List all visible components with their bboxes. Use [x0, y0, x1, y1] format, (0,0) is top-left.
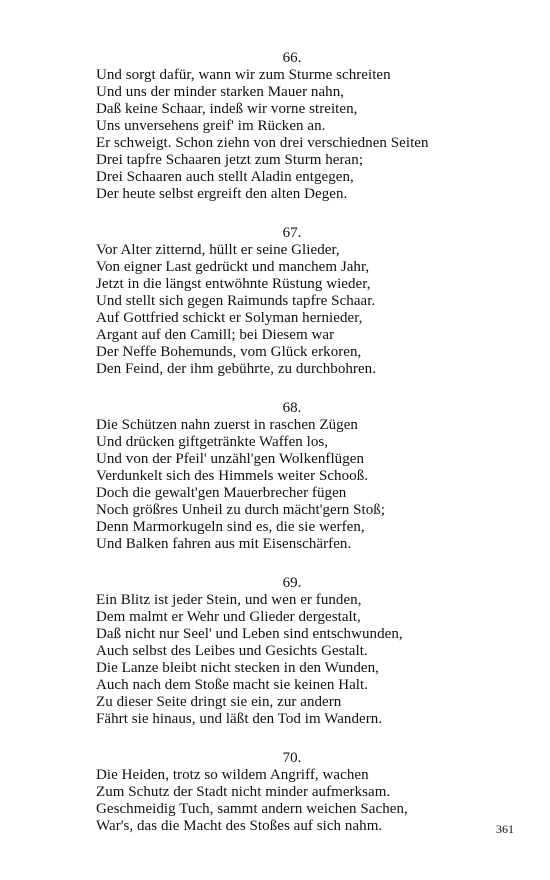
verse-line: Zu dieser Seite dringt sie ein, zur andern — [96, 694, 342, 710]
verse-line: Jetzt in die längst entwöhnte Rüstung wieder, — [96, 276, 371, 292]
verse-line: Und drücken giftgetränkte Waffen los, — [96, 434, 329, 450]
verse-line: Argant auf den Camill; bei Diesem war — [96, 327, 335, 343]
verse-line: Drei tapfre Schaaren jetzt zum Sturm heran; — [96, 152, 364, 168]
poem-page — [96, 50, 476, 857]
verse-line: Der heute selbst ergreift den alten Degen. — [96, 186, 348, 202]
verse-line: Doch die gewalt'gen Mauerbrecher fügen — [96, 485, 347, 501]
verse-line: Er schweigt. Schon ziehn von drei verschiednen Seiten — [96, 135, 429, 151]
verse-line: Die Lanze bleibt nicht stecken in den Wunden, — [96, 660, 379, 676]
stanza-number: 67. — [282, 225, 302, 241]
stanza-67 — [96, 225, 476, 378]
verse-line: Verdunkelt sich des Himmels weiter Schooß. — [96, 468, 369, 484]
verse-line: Zum Schutz der Stadt nicht minder aufmerksam. — [96, 784, 391, 800]
stanza-number: 70. — [282, 750, 302, 766]
verse-line: Daß nicht nur Seel' und Leben sind entschwunden, — [96, 626, 403, 642]
verse-line: Daß keine Schaar, indeß wir vorne streiten, — [96, 101, 358, 117]
verse-line: Der Neffe Bohemunds, vom Glück erkoren, — [96, 344, 362, 360]
verse-line: Die Schützen nahn zuerst in raschen Zügen — [96, 417, 358, 433]
stanza-70 — [96, 750, 476, 835]
verse-line: Ein Blitz ist jeder Stein, und wen er funden, — [96, 592, 362, 608]
verse-line: Und von der Pfeil' unzähl'gen Wolkenflügen — [96, 451, 365, 467]
verse-line: Den Feind, der ihm gebührte, zu durchbohren. — [96, 361, 377, 377]
stanza-66 — [96, 50, 476, 203]
stanza-68 — [96, 400, 476, 553]
verse-line: Geschmeidig Tuch, sammt andern weichen Sachen, — [96, 801, 408, 817]
verse-line: Noch größres Unheil zu durch mächt'gern Stoß; — [96, 502, 386, 518]
verse-line: Und stellt sich gegen Raimunds tapfre Schaar. — [96, 293, 376, 309]
verse-line: Und sorgt dafür, wann wir zum Sturme schreiten — [96, 67, 391, 83]
verse-line: War's, das die Macht des Stoßes auf sich nahm. — [96, 818, 383, 834]
verse-line: Drei Schaaren auch stellt Aladin entgegen, — [96, 169, 354, 185]
verse-line: Uns unversehens greif' im Rücken an. — [96, 118, 326, 134]
verse-line: Auch selbst des Leibes und Gesichts Gestalt. — [96, 643, 368, 659]
verse-line: Auf Gottfried schickt er Solyman hernieder, — [96, 310, 363, 326]
verse-line: Auch nach dem Stoße macht sie keinen Halt. — [96, 677, 369, 693]
verse-line: Denn Marmorkugeln sind es, die sie werfen, — [96, 519, 365, 535]
verse-line: Von eigner Last gedrückt und manchem Jahr, — [96, 259, 370, 275]
stanza-number: 68. — [282, 400, 302, 416]
page-number: 361 — [496, 822, 514, 836]
verse-line: Vor Alter zitternd, hüllt er seine Glieder, — [96, 242, 340, 258]
verse-line: Fährt sie hinaus, und läßt den Tod im Wandern. — [96, 711, 383, 727]
verse-line: Die Heiden, trotz so wildem Angriff, wachen — [96, 767, 369, 783]
stanza-69 — [96, 575, 476, 728]
verse-line: Und uns der minder starken Mauer nahn, — [96, 84, 345, 100]
stanza-number: 69. — [282, 575, 302, 591]
stanza-number: 66. — [282, 50, 302, 66]
verse-line: Und Balken fahren aus mit Eisenschärfen. — [96, 536, 352, 552]
verse-line: Dem malmt er Wehr und Glieder dergestalt, — [96, 609, 361, 625]
